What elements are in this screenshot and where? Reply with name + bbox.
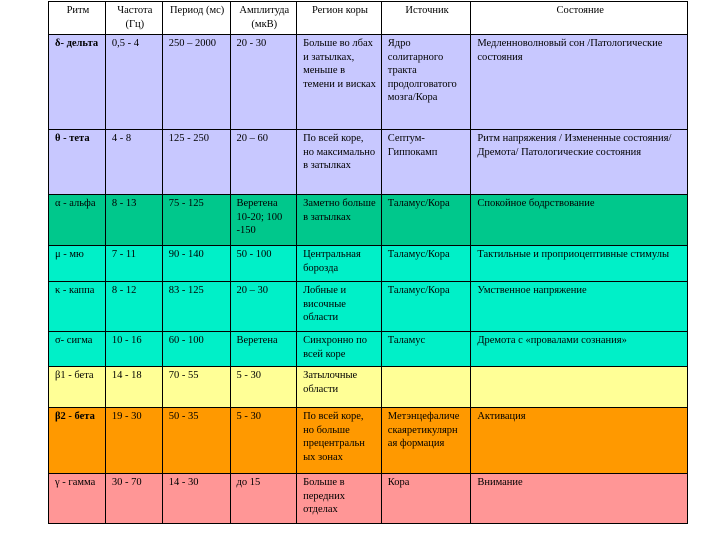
table-row	[49, 246, 688, 282]
cell-period: 14 - 30	[162, 474, 230, 524]
cell-period: 90 - 140	[162, 246, 230, 282]
header-frequency: Частота (Гц)	[105, 2, 162, 35]
cell-state: Внимание	[471, 474, 688, 524]
table-row	[49, 474, 688, 524]
cell-amplitude: Веретена	[230, 332, 297, 367]
cell-frequency: 10 - 16	[105, 332, 162, 367]
cell-state: Спокойное бодрствование	[471, 195, 688, 246]
cell-cortex-region: Центральная борозда	[297, 246, 382, 282]
cell-amplitude: Веретена 10-20; 100 -150	[230, 195, 297, 246]
cell-rhythm: γ - гамма	[49, 474, 106, 524]
cell-cortex-region: По всей коре, но больше прецентральн ых зонах	[297, 408, 382, 474]
table-row	[49, 130, 688, 195]
header-cortex-region: Регион коры	[297, 2, 382, 35]
cell-frequency: 8 - 12	[105, 282, 162, 332]
cell-state: Активация	[471, 408, 688, 474]
cell-cortex-region: Заметно больше в затылках	[297, 195, 382, 246]
cell-source: Септум-Гиппокамп	[381, 130, 471, 195]
cell-source: Таламус/Кора	[381, 195, 471, 246]
cell-source: Таламус/Кора	[381, 246, 471, 282]
cell-state	[471, 367, 688, 408]
table-row	[49, 282, 688, 332]
cell-rhythm: δ- дельта	[49, 35, 106, 130]
cell-period: 83 - 125	[162, 282, 230, 332]
cell-frequency: 8 - 13	[105, 195, 162, 246]
header-row	[49, 2, 688, 35]
cell-rhythm: β2 - бета	[49, 408, 106, 474]
cell-cortex-region: Больше во лбах и затылках, меньше в темени и висках	[297, 35, 382, 130]
cell-cortex-region: Затылочные области	[297, 367, 382, 408]
cell-frequency: 7 - 11	[105, 246, 162, 282]
cell-source: Метэнцефаличе скаяретикулярн ая формация	[381, 408, 471, 474]
table-row	[49, 35, 688, 130]
cell-frequency: 30 - 70	[105, 474, 162, 524]
cell-frequency: 19 - 30	[105, 408, 162, 474]
cell-amplitude: 20 – 60	[230, 130, 297, 195]
cell-amplitude: 20 – 30	[230, 282, 297, 332]
cell-period: 75 - 125	[162, 195, 230, 246]
eeg-rhythms-table	[48, 1, 688, 524]
cell-amplitude: 5 - 30	[230, 367, 297, 408]
cell-source: Таламус	[381, 332, 471, 367]
cell-rhythm: μ - мю	[49, 246, 106, 282]
cell-rhythm: β1 - бета	[49, 367, 106, 408]
cell-source: Таламус/Кора	[381, 282, 471, 332]
table-row	[49, 332, 688, 367]
cell-cortex-region: Лобные и височные области	[297, 282, 382, 332]
table-row	[49, 408, 688, 474]
cell-state: Тактильные и проприоцептивные стимулы	[471, 246, 688, 282]
header-amplitude: Амплитуда (мкВ)	[230, 2, 297, 35]
cell-amplitude: 50 - 100	[230, 246, 297, 282]
cell-cortex-region: По всей коре, но максимально в затылках	[297, 130, 382, 195]
cell-amplitude: 20 - 30	[230, 35, 297, 130]
header-period: Период (мс)	[162, 2, 230, 35]
table-row	[49, 195, 688, 246]
cell-period: 125 - 250	[162, 130, 230, 195]
cell-rhythm: κ - каппа	[49, 282, 106, 332]
cell-period: 60 - 100	[162, 332, 230, 367]
cell-rhythm: α - альфа	[49, 195, 106, 246]
header-rhythm: Ритм	[49, 2, 106, 35]
cell-amplitude: 5 - 30	[230, 408, 297, 474]
cell-frequency: 0,5 - 4	[105, 35, 162, 130]
cell-period: 250 – 2000	[162, 35, 230, 130]
cell-frequency: 14 - 18	[105, 367, 162, 408]
header-state: Состояние	[471, 2, 688, 35]
cell-frequency: 4 - 8	[105, 130, 162, 195]
cell-state: Дремота с «провалами сознания»	[471, 332, 688, 367]
cell-period: 50 - 35	[162, 408, 230, 474]
cell-source: Ядро солитарного тракта продолговатого мозга/Кора	[381, 35, 471, 130]
cell-rhythm: σ- сигма	[49, 332, 106, 367]
cell-state: Медленноволновый сон /Патологические состояния	[471, 35, 688, 130]
cell-rhythm: θ - тета	[49, 130, 106, 195]
cell-cortex-region: Больше в передних отделах	[297, 474, 382, 524]
table-row	[49, 367, 688, 408]
cell-cortex-region: Синхронно по всей коре	[297, 332, 382, 367]
cell-state: Ритм напряжения / Измененные состояния/ Дремота/ Патологические состояния	[471, 130, 688, 195]
cell-source	[381, 367, 471, 408]
cell-state: Умственное напряжение	[471, 282, 688, 332]
header-source: Источник	[381, 2, 471, 35]
cell-source: Кора	[381, 474, 471, 524]
cell-period: 70 - 55	[162, 367, 230, 408]
cell-amplitude: до 15	[230, 474, 297, 524]
